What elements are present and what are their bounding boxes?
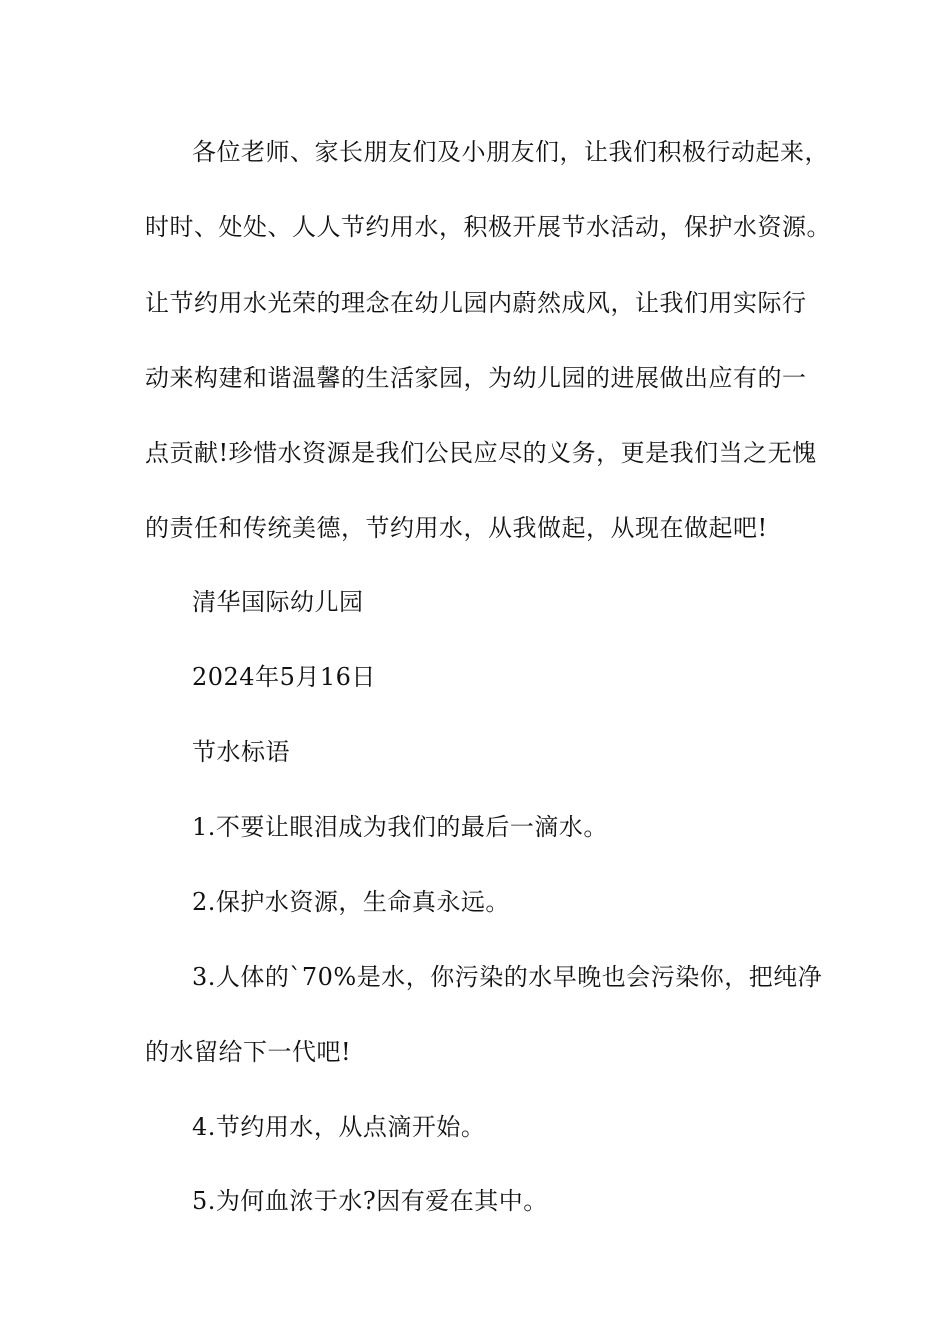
date: 2024年5月16日 xyxy=(192,663,376,691)
slogan-item: 2.保护水资源，生命真永远。 xyxy=(192,888,510,916)
paragraph-line: 各位老师、家长朋友们及小朋友们，让我们积极行动起来， xyxy=(192,138,829,166)
paragraph-line: 时时、处处、人人节约用水，积极开展节水活动，保护水资源。 xyxy=(145,213,831,241)
slogan-item: 1.不要让眼泪成为我们的最后一滴水。 xyxy=(192,813,608,841)
paragraph-line: 动来构建和谐温馨的生活家园，为幼儿园的进展做出应有的一 xyxy=(145,364,807,392)
paragraph-line: 让节约用水光荣的理念在幼儿园内蔚然成风，让我们用实际行 xyxy=(145,289,807,317)
slogan-heading: 节水标语 xyxy=(192,738,290,766)
paragraph-line: 的责任和传统美德，节约用水，从我做起，从现在做起吧! xyxy=(145,514,768,542)
slogan-item: 3.人体的`70%是水，你污染的水早晚也会污染你，把纯净 xyxy=(192,963,823,991)
slogan-item: 4.节约用水，从点滴开始。 xyxy=(192,1113,486,1141)
signature: 清华国际幼儿园 xyxy=(192,588,364,616)
slogan-item: 5.为何血浓于水?因有爱在其中。 xyxy=(192,1187,548,1215)
slogan-item-continuation: 的水留给下一代吧! xyxy=(145,1038,352,1066)
paragraph-line: 点贡献!珍惜水资源是我们公民应尽的义务，更是我们当之无愧 xyxy=(145,439,817,467)
